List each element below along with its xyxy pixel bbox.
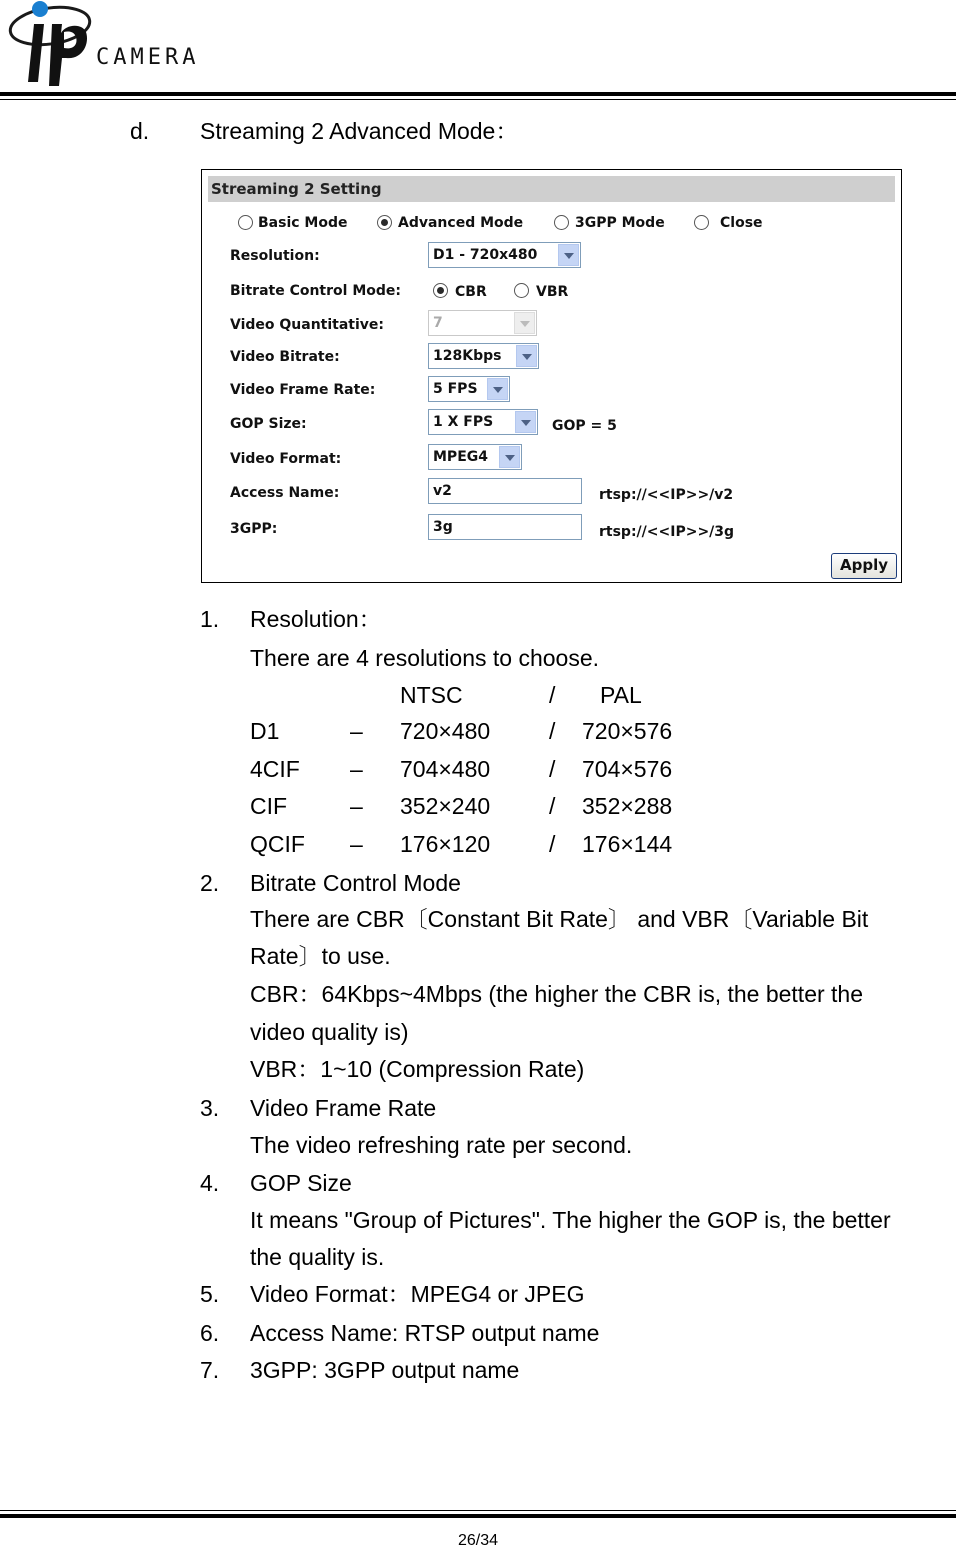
res-ntsc: 704×480 xyxy=(400,756,491,782)
section-title: Streaming 2 Advanced Mode： xyxy=(200,118,519,144)
quantitative-value: 7 xyxy=(433,315,443,331)
close-mode-radio[interactable] xyxy=(694,215,709,230)
item-3-desc: The video refreshing rate per second. xyxy=(250,1132,633,1158)
res-slash: / xyxy=(549,831,556,857)
header-rule-thin xyxy=(0,99,956,100)
chevron-down-icon xyxy=(514,312,535,334)
bitrate-mode-label: Bitrate Control Mode: xyxy=(230,283,401,299)
format-select[interactable] xyxy=(428,444,522,470)
footer-rule-thick xyxy=(0,1514,956,1518)
cbr-radio[interactable] xyxy=(433,283,448,298)
res-dash: – xyxy=(350,793,363,819)
res-pal: 176×144 xyxy=(582,831,673,857)
res-name: D1 xyxy=(250,718,280,744)
chevron-down-icon xyxy=(487,378,508,400)
item-5-title: Video Format：MPEG4 or JPEG xyxy=(250,1281,585,1307)
res-slash: / xyxy=(549,718,556,744)
item-7-number: 7. xyxy=(200,1357,220,1383)
3gpp-url: rtsp://<<IP>>/3g xyxy=(599,524,735,540)
ip-camera-logo xyxy=(8,0,278,90)
quantitative-label: Video Quantitative: xyxy=(230,317,385,333)
item-2-line: VBR：1~10 (Compression Rate) xyxy=(250,1056,585,1082)
item-6-number: 6. xyxy=(200,1320,220,1346)
res-dash: – xyxy=(350,831,363,857)
item-2-line: Rate〕to use. xyxy=(250,943,391,969)
3gpp-input[interactable]: 3g xyxy=(428,514,582,540)
item-2-number: 2. xyxy=(200,870,220,896)
item-2-line: There are CBR〔Constant Bit Rate〕 and VBR〔Variable Bit xyxy=(250,906,869,932)
basic-mode-label: Basic Mode xyxy=(258,215,348,231)
quantitative-select xyxy=(428,310,537,336)
section-marker: d. xyxy=(130,118,150,144)
resolution-header-slash: / xyxy=(549,682,556,708)
streaming-2-settings-panel xyxy=(201,169,902,583)
gop-select[interactable] xyxy=(428,409,538,435)
close-mode-label: Close xyxy=(720,215,763,231)
res-pal: 720×576 xyxy=(582,718,673,744)
footer-rule-thin xyxy=(0,1510,956,1511)
item-2-title: Bitrate Control Mode xyxy=(250,870,461,896)
res-slash: / xyxy=(549,756,556,782)
res-name: QCIF xyxy=(250,831,305,857)
item-7-title: 3GPP: 3GPP output name xyxy=(250,1357,520,1383)
res-ntsc: 352×240 xyxy=(400,793,491,819)
item-5-number: 5. xyxy=(200,1281,220,1307)
res-slash: / xyxy=(549,793,556,819)
item-4-title: GOP Size xyxy=(250,1170,352,1196)
chevron-down-icon xyxy=(516,345,537,367)
res-name: CIF xyxy=(250,793,288,819)
vbr-label: VBR xyxy=(536,284,569,300)
frame-rate-value: 5 FPS xyxy=(433,381,478,397)
gop-note: GOP = 5 xyxy=(552,418,617,434)
format-value: MPEG4 xyxy=(433,449,488,465)
panel-title: Streaming 2 Setting xyxy=(208,176,895,202)
resolution-select[interactable] xyxy=(428,242,581,268)
res-ntsc: 720×480 xyxy=(400,718,491,744)
chevron-down-icon xyxy=(515,411,536,433)
item-6-title: Access Name: RTSP output name xyxy=(250,1320,600,1346)
advanced-mode-radio[interactable] xyxy=(377,215,392,230)
item-2-line: video quality is) xyxy=(250,1019,409,1045)
item-1-desc: There are 4 resolutions to choose. xyxy=(250,645,600,671)
item-3-number: 3. xyxy=(200,1095,220,1121)
res-name: 4CIF xyxy=(250,756,300,782)
3gpp-mode-label: 3GPP Mode xyxy=(575,215,665,231)
access-name-url: rtsp://<<IP>>/v2 xyxy=(599,487,734,503)
gop-label: GOP Size: xyxy=(230,416,307,432)
chevron-down-icon xyxy=(499,446,520,468)
res-ntsc: 176×120 xyxy=(400,831,491,857)
res-dash: – xyxy=(350,718,363,744)
access-name-label: Access Name: xyxy=(230,485,340,501)
item-4-line: It means "Group of Pictures". The higher the GOP is, the better xyxy=(250,1207,891,1233)
item-4-line: the quality is. xyxy=(250,1244,385,1270)
item-2-line: CBR：64Kbps~4Mbps (the higher the CBR is, the better the xyxy=(250,981,864,1007)
gop-value: 1 X FPS xyxy=(433,414,494,430)
item-1-title: Resolution： xyxy=(250,606,382,632)
header-rule-thick xyxy=(0,92,956,96)
3gpp-mode-radio[interactable] xyxy=(554,215,569,230)
chevron-down-icon xyxy=(558,244,579,266)
bitrate-value: 128Kbps xyxy=(433,348,502,364)
access-name-input[interactable]: v2 xyxy=(428,478,582,504)
bitrate-label: Video Bitrate: xyxy=(230,349,340,365)
frame-rate-label: Video Frame Rate: xyxy=(230,382,376,398)
cbr-label: CBR xyxy=(455,284,487,300)
item-3-title: Video Frame Rate xyxy=(250,1095,437,1121)
resolution-header-pal: PAL xyxy=(600,682,642,708)
advanced-mode-label: Advanced Mode xyxy=(398,215,524,231)
res-pal: 352×288 xyxy=(582,793,673,819)
item-4-number: 4. xyxy=(200,1170,220,1196)
3gpp-label: 3GPP: xyxy=(230,521,278,537)
res-dash: – xyxy=(350,756,363,782)
bitrate-select[interactable] xyxy=(428,343,539,369)
resolution-label: Resolution: xyxy=(230,248,320,264)
item-1-number: 1. xyxy=(200,606,220,632)
apply-button[interactable]: Apply xyxy=(831,553,897,579)
vbr-radio[interactable] xyxy=(514,283,529,298)
resolution-value: D1 - 720x480 xyxy=(433,247,538,263)
frame-rate-select[interactable] xyxy=(428,376,510,402)
format-label: Video Format: xyxy=(230,451,342,467)
page-number: 26/34 xyxy=(457,1532,499,1549)
svg-text:CAMERA: CAMERA xyxy=(96,45,200,70)
resolution-header-ntsc: NTSC xyxy=(400,682,463,708)
res-pal: 704×576 xyxy=(582,756,673,782)
basic-mode-radio[interactable] xyxy=(238,215,253,230)
